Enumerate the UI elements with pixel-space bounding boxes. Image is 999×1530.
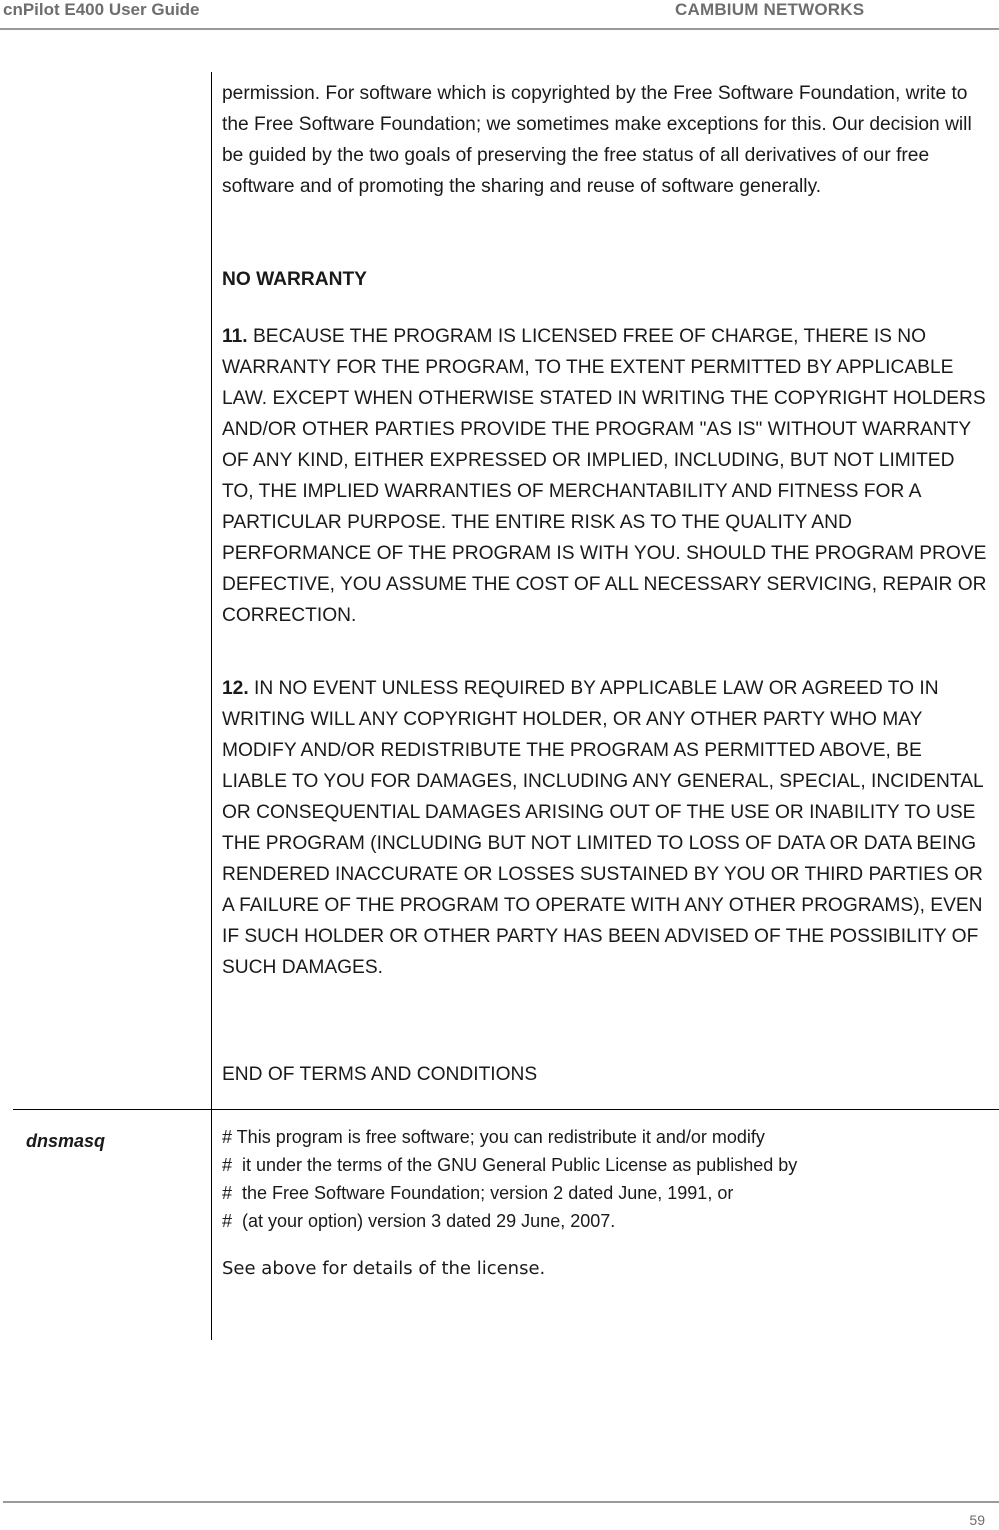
dnsmasq-license-line-1: # This program is free software; you can redistribute it and/or modify: [222, 1127, 765, 1147]
table-column-divider-top: [211, 72, 212, 1110]
end-of-terms: END OF TERMS AND CONDITIONS: [222, 1064, 538, 1085]
intro-text: permission. For software which is copyrighted by the Free Software Foundation, write to the Free Software Foundation; we sometimes make exceptions for this. Our decision will be guided by the two goals of preserving the free status of all derivatives of our free software and of promoting the sharing and reuse of software generally.: [222, 83, 972, 197]
no-warranty-heading: NO WARRANTY: [222, 269, 367, 290]
dnsmasq-label: dnsmasq: [26, 1131, 106, 1151]
document-title: cnPilot E400 User Guide: [3, 0, 200, 19]
dnsmasq-license-line-3: # the Free Software Foundation; version 2 dated June, 1991, or: [222, 1183, 734, 1203]
section-11-number: 11.: [222, 326, 248, 347]
section-12-number: 12.: [222, 678, 249, 699]
section-12: [222, 673, 992, 983]
page-header: [0, 0, 999, 30]
dnsmasq-license-line-2: # it under the terms of the GNU General Public License as published by: [222, 1155, 798, 1175]
table-column-divider-bottom: [211, 1110, 212, 1340]
dnsmasq-license-line-4: # (at your option) version 3 dated 29 June, 2007.: [222, 1211, 616, 1231]
see-above-note: See above for details of the license.: [222, 1258, 546, 1279]
section-11-text: BECAUSE THE PROGRAM IS LICENSED FREE OF CHARGE, THERE IS NO WARRANTY FOR THE PROGRAM, TO THE EXTENT PERMITTED BY APPLICABLE LAW. EXCEPT WHEN OTHERWISE STATED IN WRITING THE COPYRIGHT HOLDERS AND/OR OTHER PARTIES PROVIDE THE PROGRAM "AS IS" WITHOUT WARRANTY OF ANY KIND, EITHER EXPRESSED OR IMPLIED, INCLUDING, BUT NOT LIMITED TO, THE IMPLIED WARRANTIES OF MERCHANTABILITY AND FITNESS FOR A PARTICULAR PURPOSE. THE ENTIRE RISK AS TO THE QUALITY AND PERFORMANCE OF THE PROGRAM IS WITH YOU. SHOULD THE PROGRAM PROVE DEFECTIVE, YOU ASSUME THE COST OF ALL NECESSARY SERVICING, REPAIR OR CORRECTION.: [222, 326, 987, 626]
table-row-divider: [13, 1109, 999, 1110]
page-number: 59: [969, 1512, 985, 1528]
footer-rule: [3, 1501, 999, 1503]
section-12-text: IN NO EVENT UNLESS REQUIRED BY APPLICABLE LAW OR AGREED TO IN WRITING WILL ANY COPYRIGHT HOLDER, OR ANY OTHER PARTY WHO MAY MODIFY AND/OR REDISTRIBUTE THE PROGRAM AS PERMITTED ABOVE, BE LIABLE TO YOU FOR DAMAGES, INCLUDING ANY GENERAL, SPECIAL, INCIDENTAL OR CONSEQUENTIAL DAMAGES ARISING OUT OF THE USE OR INABILITY TO USE THE PROGRAM (INCLUDING BUT NOT LIMITED TO LOSS OF DATA OR DATA BEING RENDERED INACCURATE OR LOSSES SUSTAINED BY YOU OR THIRD PARTIES OR A FAILURE OF THE PROGRAM TO OPERATE WITH ANY OTHER PROGRAMS), EVEN IF SUCH HOLDER OR OTHER PARTY HAS BEEN ADVISED OF THE POSSIBILITY OF SUCH DAMAGES.: [222, 678, 983, 978]
company-name: CAMBIUM NETWORKS: [675, 0, 865, 19]
license-intro-paragraph: [222, 78, 992, 202]
section-11: [222, 321, 990, 631]
